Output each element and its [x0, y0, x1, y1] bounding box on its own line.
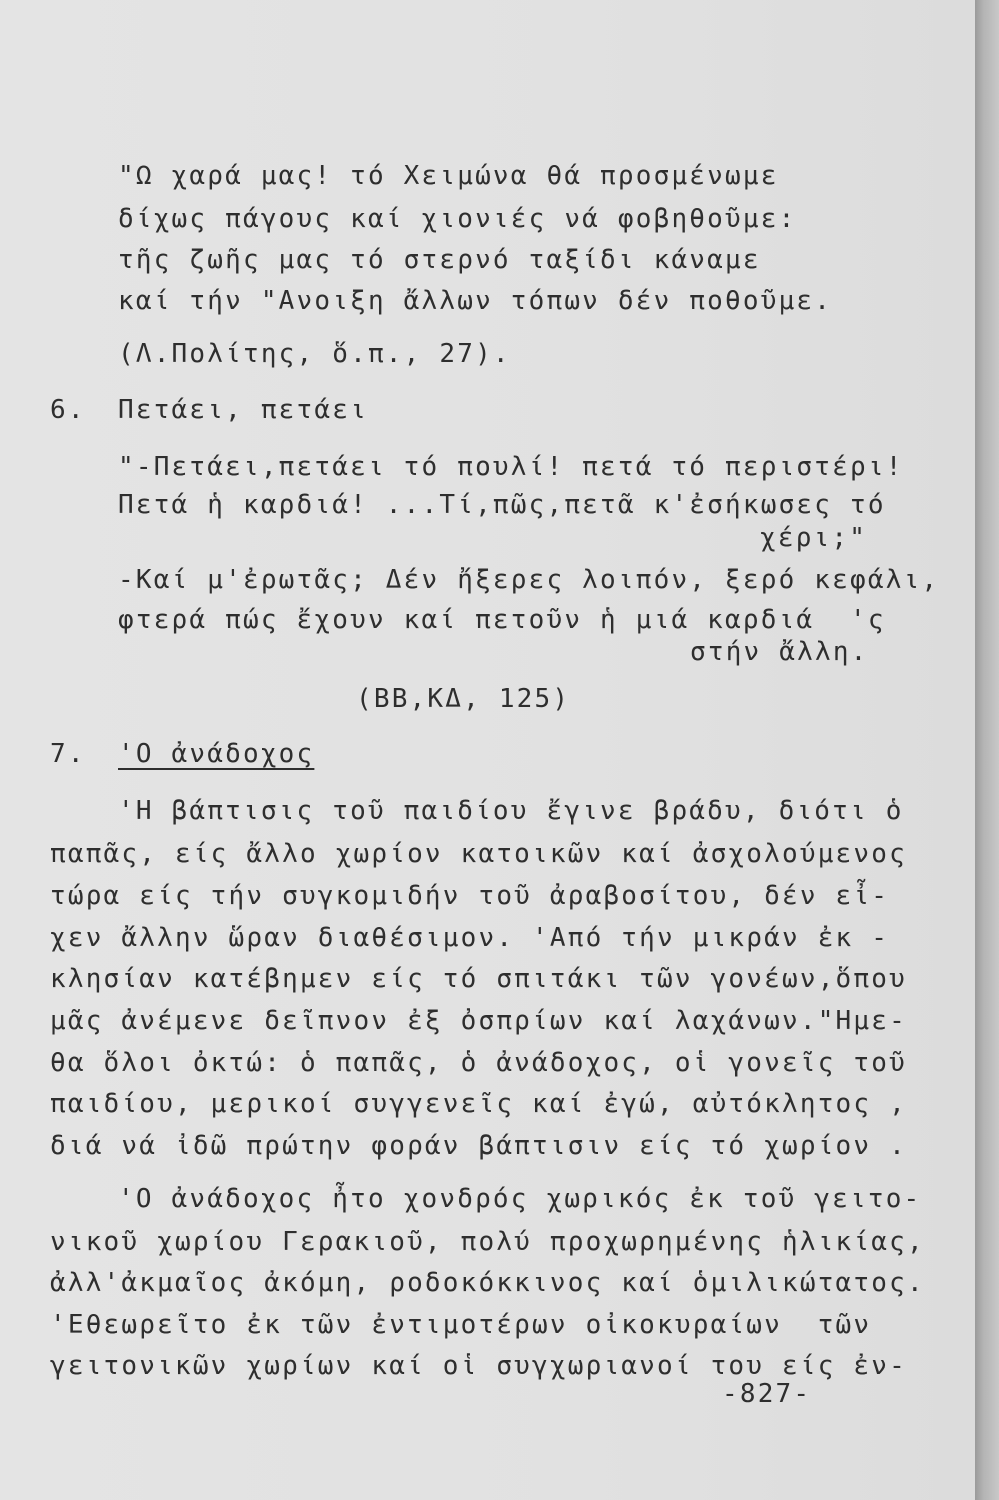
paragraph-line: διά νά ἰδῶ πρώτην φοράν βάπτισιν είς τό χωρίον .: [50, 1131, 907, 1161]
paragraph-line: παιδίου, μερικοί συγγενεῖς καί ἐγώ, αὐτόκλητος ,: [50, 1089, 907, 1119]
paragraph-line: ἀλλ'ἀκμαῖος ἀκόμη, ροδοκόκκινος καί ὁμιλικώτατος.: [50, 1268, 925, 1298]
poem-citation: (Λ.Πολίτης, ὅ.π., 27).: [118, 339, 511, 369]
paragraph-line: 'Ο ἀνάδοχος ἦτο χονδρός χωρικός ἐκ τοῦ γειτο-: [118, 1184, 922, 1214]
poem-line: δίχως πάγους καί χιονιές νά φοβηθοῦμε:: [118, 204, 797, 234]
paragraph-line: νικοῦ χωρίου Γερακιοῦ, πολύ προχωρημένης ἡλικίας,: [50, 1227, 925, 1257]
paragraph-line: θα ὅλοι ὀκτώ: ὁ παπᾶς, ὁ ἀνάδοχος, οἱ γονεῖς τοῦ: [50, 1048, 907, 1078]
page-edge-shadow: [975, 0, 999, 1500]
section-6-line: -Καί μ'ἐρωτᾶς; Δέν ἤξερες λοιπόν, ξερό κεφάλι,: [118, 565, 940, 595]
paragraph-line: 'Η βάπτισις τοῦ παιδίου ἔγινε βράδυ, διότι ὁ: [118, 796, 904, 826]
page-number: -827-: [722, 1379, 812, 1409]
paragraph-line: κλησίαν κατέβημεν είς τό σπιτάκι τῶν γονέων,ὅπου: [50, 964, 907, 994]
section-6-line: "-Πετάει,πετάει τό πουλί! πετά τό περιστέρι!: [118, 452, 904, 482]
paragraph-line: χεν ἄλλην ὥραν διαθέσιμον. 'Από τήν μικράν ἐκ -: [50, 923, 890, 953]
paragraph-line: τώρα είς τήν συγκομιδήν τοῦ ἀραβοσίτου, δέν εἶ-: [50, 881, 890, 911]
paragraph-line: 'Εθεωρεῖτο ἐκ τῶν ἐντιμοτέρων οἰκοκυραίων τῶν: [50, 1310, 872, 1340]
paragraph-line: μᾶς ἀνέμενε δεῖπνον ἐξ ὀσπρίων καί λαχάνων."Ημε-: [50, 1006, 907, 1036]
section-6-line: φτερά πώς ἔχουν καί πετοῦν ἡ μιά καρδιά 'ς: [118, 605, 886, 635]
section-6-line: στήν ἄλλη.: [690, 637, 869, 667]
section-6-line: Πετά ἡ καρδιά! ...Τί,πῶς,πετᾶ κ'ἐσήκωσες τό: [118, 490, 886, 520]
section-7-heading: 'Ο ἀνάδοχος: [118, 739, 315, 769]
paragraph-line: γειτονικῶν χωρίων καί οἱ συγχωριανοί του είς ἐν-: [50, 1351, 907, 1381]
poem-line: "Ω χαρά μας! τό Χειμώνα θά προσμένωμε: [118, 161, 779, 191]
section-6-citation: (ΒΒ,ΚΔ, 125): [356, 684, 571, 714]
section-7-number: 7.: [50, 739, 86, 769]
poem-line: καί τήν "Ανοιξη ἄλλων τόπων δέν ποθοῦμε.: [118, 286, 833, 316]
section-6-line: χέρι;": [760, 523, 868, 553]
section-6-heading: Πετάει, πετάει: [118, 395, 368, 425]
poem-line: τῆς ζωῆς μας τό στερνό ταξίδι κάναμε: [118, 245, 761, 275]
paragraph-line: παπᾶς, είς ἄλλο χωρίον κατοικῶν καί ἀσχολούμενος: [50, 839, 907, 869]
section-6-number: 6.: [50, 395, 86, 425]
